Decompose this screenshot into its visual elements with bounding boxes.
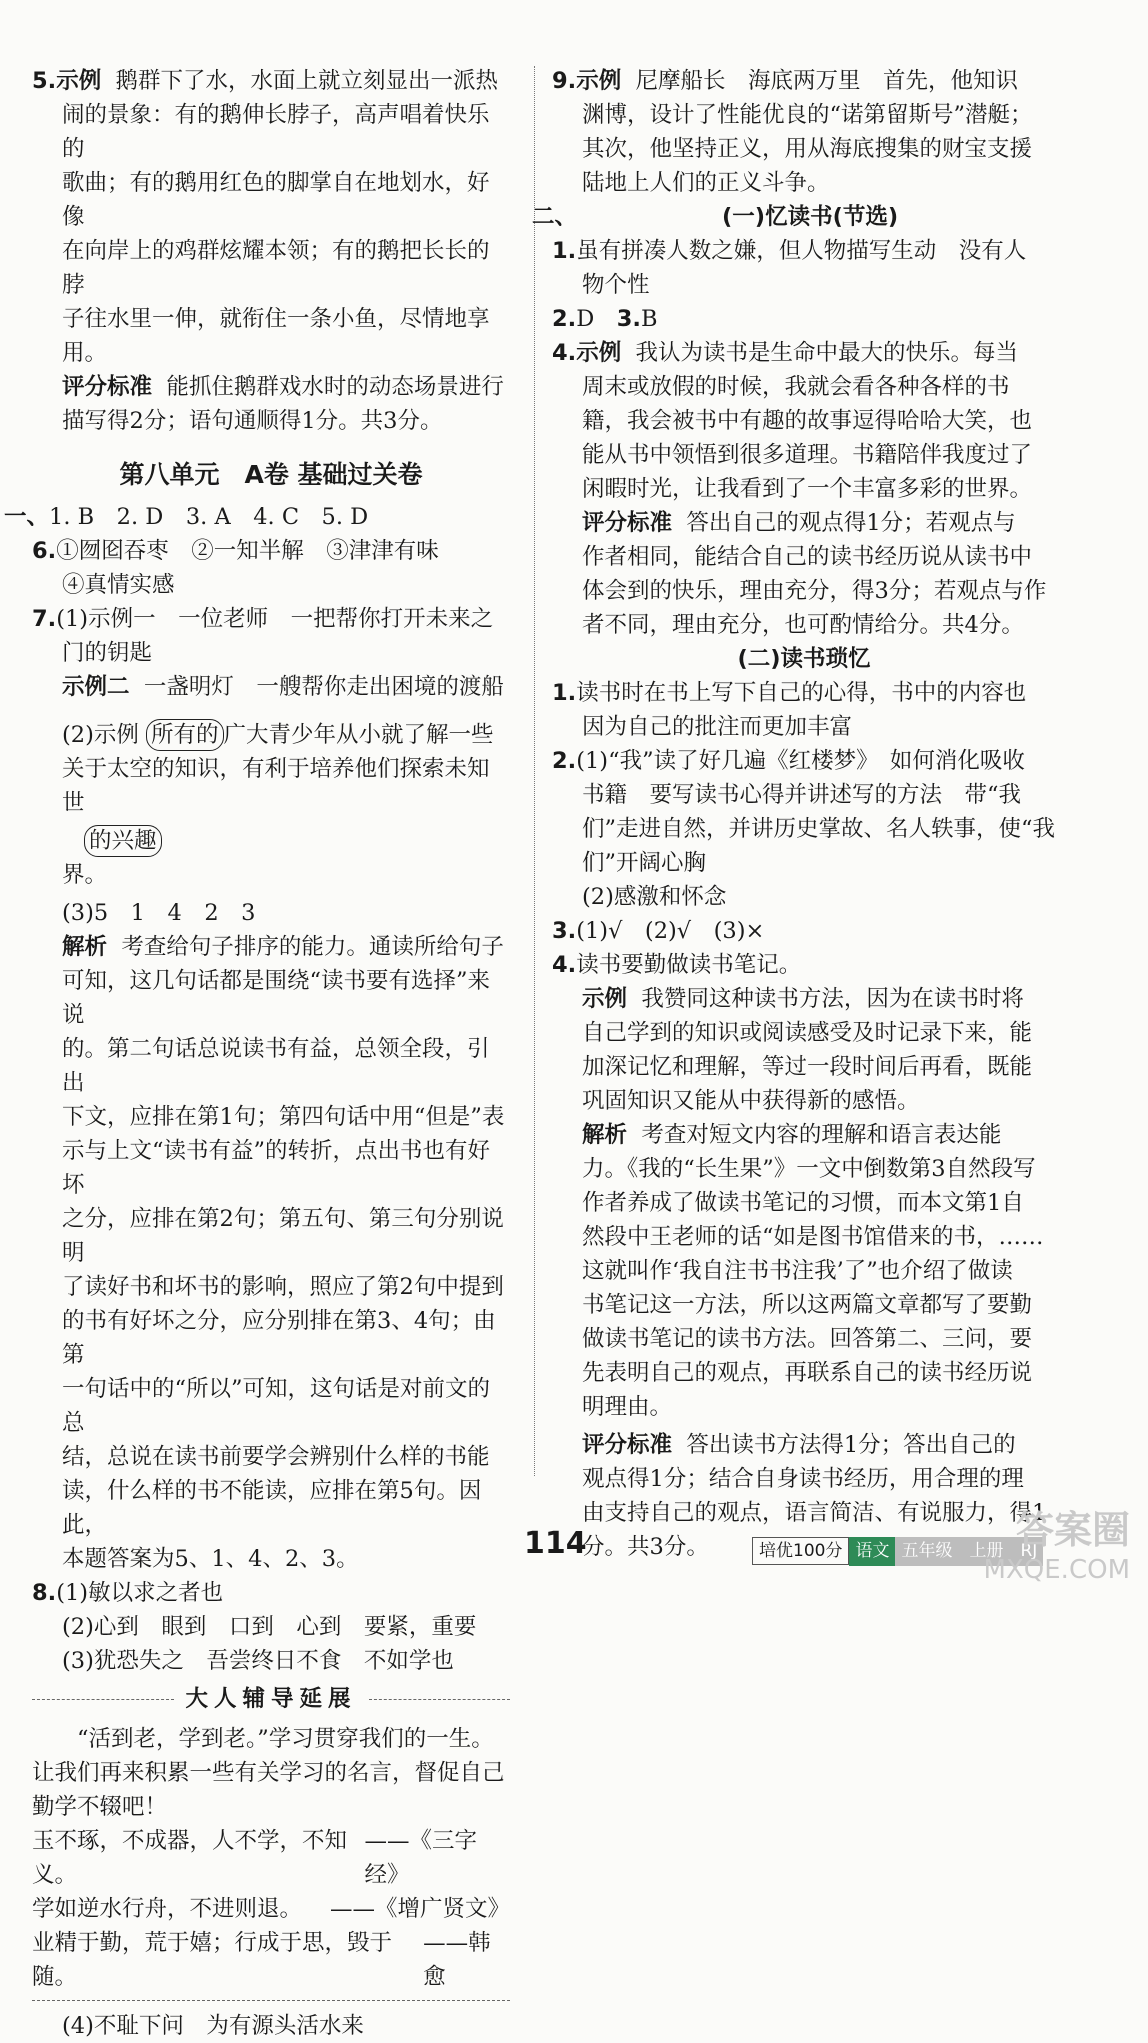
insert-mark: 的兴趣 — [84, 825, 162, 857]
answer-9: 9.示例 尼摩船长 海底两万里 首先，他知识 渊博，设计了性能优良的“诺第留斯号”潜艇； 其次，他坚持正义，用从海底搜集的财宝支援 陆地上人们的正义斗争。 — [552, 68, 1033, 196]
quote-row: 学如逆水行舟，不进则退。 ——《增广贤文》 — [32, 1896, 510, 1922]
left-column — [4, 64, 510, 2043]
unit-title: 第八单元 A卷 基础过关卷 — [119, 460, 423, 489]
watermark-logo: 答案圈 MXQE.COM — [983, 1508, 1130, 1585]
extension-box: 大人辅导延展 “活到老，学到老。”学习贯穿我们的一生。 让我们再来积累一些有关学习的名言，督促自己 勤学不辍吧！ 玉不琢，不成器，人不学，不知义。 ——《三字经》 学如逆水行舟，不进则退。 ——《增广贤文》 业精于勤，荒于嬉；行成于思，毁于随。 ——韩愈 — [32, 1682, 510, 2001]
reading1-answer-2-3: 2.D 3.B — [552, 306, 658, 332]
circled-word: 所有的 — [146, 719, 224, 751]
reading1-answer-4: 4.示例 我认为读书是生命中最大的快乐。每当 周末或放假的时候，我就会看各种各样的书 籍，我会被书中有趣的故事逗得哈哈大笑，也 能从书中领悟到很多道理。书籍陪伴我度过了 闲暇时光，让我看到了一个丰富多彩的世界。 评分标准 答出自己的观点得1分；若观点与 作者相同，能结合自己的读书经历说从读书中 体会到的快乐，理由充分，得3分；若观点与作 者不同，理由充分，也可酌情给分。共4分。 — [552, 340, 1047, 638]
grade-tag: 五年级 上册 RJ — [895, 1537, 1043, 1566]
page-number: 114 — [524, 1526, 587, 1561]
reading2-title: (二)读书琐忆 — [737, 646, 871, 672]
reading1-answer-1: 1.虽有拼凑人数之嫌，但人物描写生动 没有人 物个性 — [552, 238, 1027, 298]
series-brand: 培优100分 — [752, 1537, 849, 1565]
answer-8: 8.(1)敏以求之者也 (2)心到 眼到 口到 心到 要紧，重要 (3)犹恐失之 吾尝终日不食 不如学也 — [32, 1580, 477, 1674]
extension-header: 大人辅导延展 — [32, 1682, 510, 1716]
right-column — [532, 64, 1056, 1564]
quote-row: 玉不琢，不成器，人不学，不知义。 ——《三字经》 — [32, 1828, 478, 1888]
reading2-answer-4: 4.读书要勤做读书笔记。 示例 我赞同这种读书方法，因为在读书时将 自己学到的知识或阅读感受及时记录下来，能 加深记忆和理解，等过一段时间后再看，既能 巩固知识又能从中获得新的感悟。 解析 考查对短文内容的理解和语言表达能 力。《我的“长生果”》一文中倒数第3自然段写 作者养成了做读书笔记的习惯，而本文第1自 然段中王老师的话“如是图书馆借来的书，…… 这就叫作‘我自注书书注我’了”也介绍了做读 书笔记这一方法，所以这两篇文章都写了要勤 做读书笔记的读书方法。回答第二、三问，要 先表明自己的观点，再联系自己的读书经历说 明理由。 评分标准 答出读书方法得1分；答出自己的 观点得1分；结合自身读书经历，用合理的理 由支持自己的观点，语言简洁、有说服力，得1 分。共3分。 — [552, 952, 1047, 1560]
quote-row: 业精于勤，荒于嬉；行成于思，毁于随。 ——韩愈 — [32, 1930, 491, 1990]
reading2-answer-2: 2.(1)“我”读了好几遍《红楼梦》 如何消化吸收 书籍 要写读书心得并讲述写的方法 带“我 们”走进自然，并讲历史掌故、名人轶事，使“我 们”开阔心胸 (2)感激和怀念 — [552, 748, 1056, 910]
answer-7: 7.(1)示例一 一位老师 一把帮你打开未来之 门的钥匙 示例二 一盏明灯 一艘帮你走出困境的渡船 (2)示例 所有的 广大青少年从小就了解一些 关于太空的知识，有利于培养他们探索未知世 的兴趣 界。 (3)5 1 4 2 3 解析 考查给句子排序的能力。通读所给句子 可知，这几句话都是围绕“读书要有选择”来说 的。第二句话总说读书有益，总领全段，引出 下文，应排在第1句；第四句话中用“但是”表 示与上文“读书有益”的转折，点出书也有好坏 之分，应排在第2句；第五句、第三句分别说明 了读好书和坏书的影响，照应了第2句中提到 的书有好坏之分，应分别排在第3、4句；由第 一句话中的“所以”可知，这句话是对前文的总 结，总说在读书前要学会辨别什么样的书能 读，什么样的书不能读，应排在第5句。因此， 本题答案为5、1、4、2、3。 — [32, 606, 505, 1572]
answer-6: 6.①囫囵吞枣 ②一知半解 ③津津有味 ④真情实感 — [32, 538, 439, 598]
reading2-answer-1: 1.读书时在书上写下自己的心得，书中的内容也 因为自己的批注而更加丰富 — [552, 680, 1027, 740]
answer-5: 5.示例 鹅群下了水，水面上就立刻显出一派热 闹的景象：有的鹅伸长脖子，高声唱着快乐的 歌曲；有的鹅用红色的脚掌自在地划水，好像 在向岸上的鸡群炫耀本领；有的鹅把长长的脖 子往水里一伸，就衔住一条小鱼，尽情地享用。 评分标准 能抓住鹅群戏水时的动态场景进行 描写得2分；语句通顺得1分。共3分。 — [32, 68, 504, 434]
reading2-answer-3: 3.(1)√ (2)√ (3)× — [552, 918, 765, 944]
column-divider — [534, 66, 535, 1476]
answer-8-4: (4)不耻下问 为有源头活水来 — [62, 2013, 364, 2039]
answer-1-5: 一、1. B 2. D 3. A 4. C 5. D — [4, 504, 369, 530]
section-two-header: 二、 (一)忆读书(节选) — [532, 204, 899, 230]
subject-tag: 语文 — [849, 1537, 895, 1566]
